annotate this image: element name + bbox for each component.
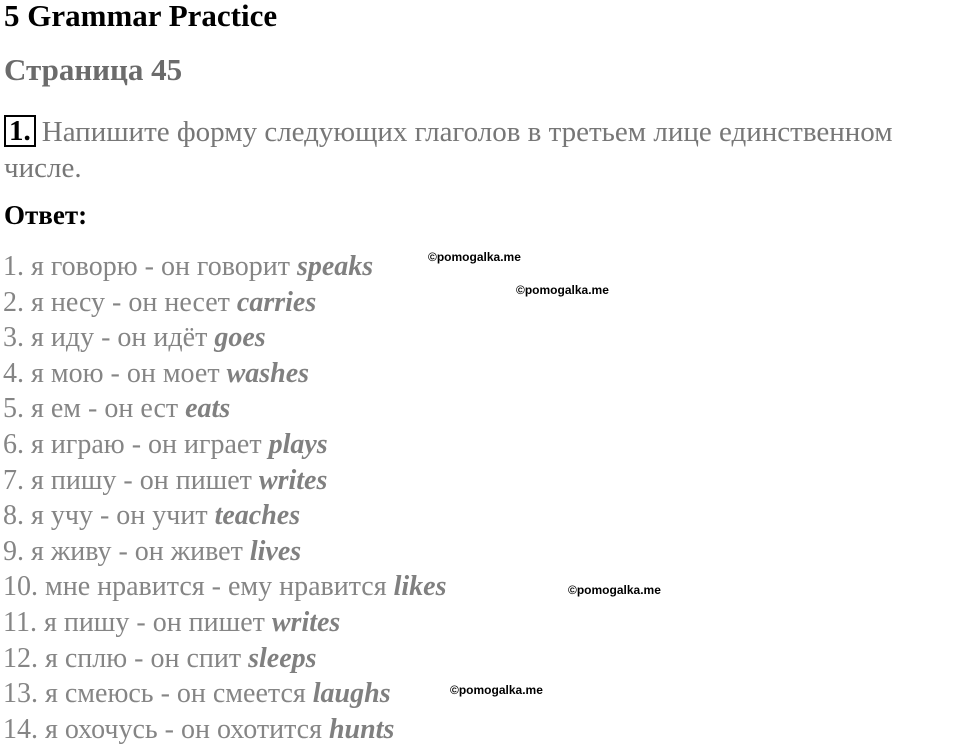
answer-text: 8. я учу - он учит: [3, 500, 215, 532]
answer-verb: teaches: [214, 500, 301, 532]
watermark: ©pomogalka.me: [568, 583, 661, 597]
answer-text: 10. мне нравится - ему нравится: [3, 571, 394, 603]
answer-text: 7. я пишу - он пишет: [3, 464, 259, 496]
answer-text: 6. я играю - он играет: [3, 428, 269, 460]
answer-text: 1. я говорю - он говорит: [3, 251, 297, 282]
task-text: Напишите форму следующих глаголов в третьем лице единственном числе.: [4, 116, 893, 184]
answer-item: [3, 569, 447, 605]
answer-text: 12. я сплю - он спит: [3, 642, 249, 674]
answer-text: 5. я ем - он ест: [3, 393, 186, 425]
watermark: ©pomogalka.me: [450, 683, 543, 697]
answer-text: 3. я иду - он идёт: [3, 322, 215, 354]
answer-item: [3, 605, 447, 641]
answer-item: [3, 534, 447, 570]
answer-verb: eats: [185, 393, 231, 425]
answer-verb: lives: [249, 535, 302, 567]
answer-item: [3, 427, 447, 463]
answer-item: [3, 285, 447, 321]
answer-item: [3, 676, 447, 712]
answer-item: [3, 463, 447, 499]
answer-text: 11. я пишу - он пишет: [3, 606, 272, 638]
answer-label: Ответ:: [4, 200, 88, 230]
page-title: 5 Grammar Practice: [4, 0, 278, 33]
answer-item: [3, 712, 447, 747]
answer-item: [3, 249, 447, 285]
answer-verb: speaks: [296, 251, 374, 282]
task-instruction: [4, 114, 956, 186]
answer-verb: washes: [226, 357, 310, 389]
watermark: ©pomogalka.me: [516, 283, 609, 297]
answer-item: [3, 391, 447, 427]
answer-verb: laughs: [312, 678, 391, 710]
answer-text: 9. я живу - он живет: [3, 535, 250, 567]
answer-text: 13. я смеюсь - он смеется: [3, 678, 313, 710]
answer-verb: writes: [258, 464, 328, 496]
answer-text: 2. я несу - он несет: [3, 286, 237, 318]
answer-verb: hunts: [328, 713, 395, 745]
answer-verb: goes: [214, 322, 266, 354]
answer-text: 14. я охочусь - он охотится: [3, 713, 329, 745]
page-number-heading: Страница 45: [4, 52, 183, 87]
answer-verb: carries: [236, 286, 317, 318]
answer-verb: writes: [271, 606, 341, 638]
answer-text: 4. я мою - он моет: [3, 357, 227, 389]
answer-item: [3, 320, 447, 356]
answer-item: [3, 498, 447, 534]
answer-item: [3, 356, 447, 392]
answer-list: [3, 249, 447, 747]
task-number-badge: 1.: [4, 115, 36, 147]
watermark: ©pomogalka.me: [428, 250, 521, 264]
answer-verb: sleeps: [248, 642, 317, 674]
answer-item: [3, 641, 447, 677]
answer-verb: plays: [268, 428, 328, 460]
answer-verb: likes: [393, 571, 447, 603]
